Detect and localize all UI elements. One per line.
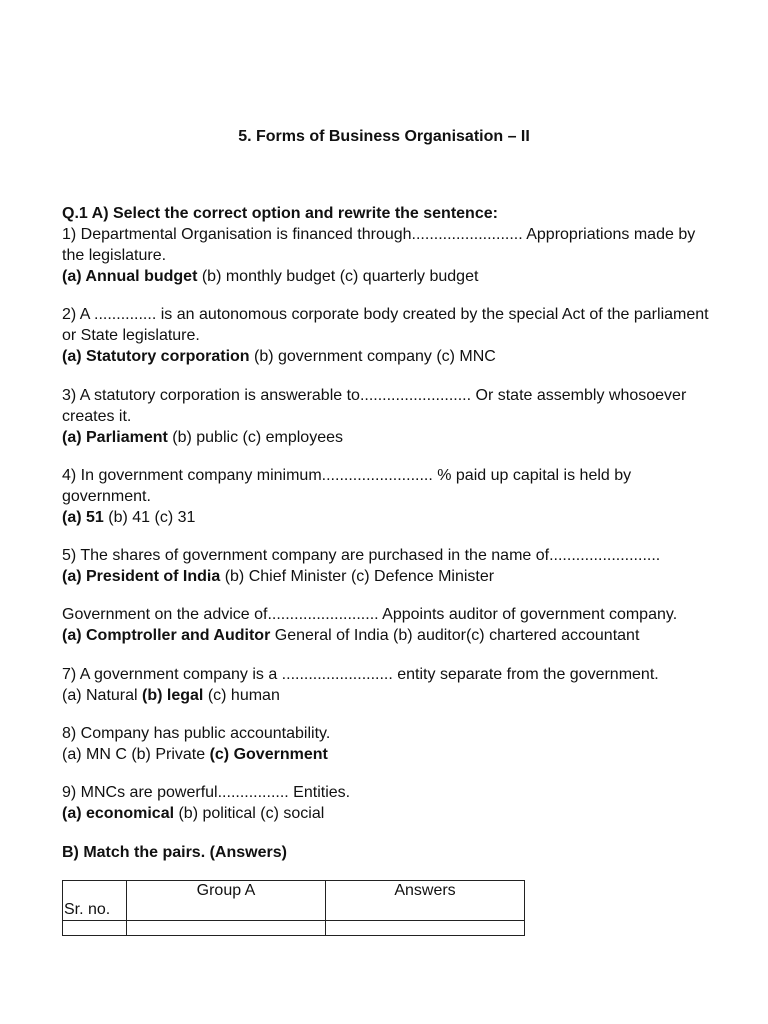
question-8-answers bbox=[62, 744, 712, 765]
header-sr-no-label: Sr. no. bbox=[64, 901, 111, 918]
section-b bbox=[62, 842, 712, 863]
question-7-text: 7) A government company is a ......................... entity separate from the government. bbox=[62, 666, 659, 683]
match-pairs-table bbox=[62, 880, 525, 936]
question-1-answers bbox=[62, 266, 712, 287]
question-4-text: 4) In government company minimum......................... % paid up capital is held by government. bbox=[62, 467, 632, 505]
question-7 bbox=[62, 664, 712, 706]
header-group-a-label: Group A bbox=[196, 882, 256, 899]
answer-option-part: General of India (b) auditor(c) chartered accountant bbox=[270, 627, 640, 644]
table-cell bbox=[326, 921, 525, 936]
question-1-text: 1) Departmental Organisation is financed through......................... Appropriations made by the legislature. bbox=[62, 226, 696, 264]
question-3 bbox=[62, 385, 712, 448]
question-7-answers bbox=[62, 685, 712, 706]
answer-option-part: (c) human bbox=[203, 687, 280, 704]
table-row bbox=[63, 921, 525, 936]
answer-option-part: (a) MN C (b) Private bbox=[62, 746, 210, 763]
answer-option-part: (c) Government bbox=[209, 746, 328, 763]
answer-option-part: (a) economical bbox=[62, 805, 175, 822]
table-cell bbox=[63, 921, 127, 936]
answer-option-part: (a) Statutory corporation bbox=[62, 348, 250, 365]
table-header-row bbox=[63, 881, 525, 921]
question-2-answers bbox=[62, 346, 712, 367]
question-2-text: 2) A .............. is an autonomous corporate body created by the special Act of the parliament or State legislature. bbox=[62, 306, 709, 344]
question-6-text: Government on the advice of......................... Appoints auditor of government company. bbox=[62, 606, 678, 623]
answer-option-part: (b) 41 (c) 31 bbox=[103, 509, 196, 526]
answer-option-part: (a) Parliament bbox=[62, 429, 168, 446]
answer-option-part: (a) Annual budget bbox=[62, 268, 198, 285]
question-8 bbox=[62, 723, 712, 765]
question-4 bbox=[62, 465, 712, 528]
answer-option-part: (b) public (c) employees bbox=[167, 429, 343, 446]
section-b-heading: B) Match the pairs. (Answers) bbox=[62, 844, 287, 861]
answer-option-part: (b) legal bbox=[142, 687, 204, 704]
answer-option-part: (b) Chief Minister (c) Defence Minister bbox=[220, 568, 495, 585]
answer-option-part: (a) Natural bbox=[62, 687, 143, 704]
question-3-text: 3) A statutory corporation is answerable to......................... Or state assembly whosoever creates it. bbox=[62, 387, 687, 425]
question-4-answers bbox=[62, 507, 712, 528]
header-answers bbox=[326, 881, 525, 921]
header-sr-no bbox=[63, 881, 127, 921]
section-a-heading: Q.1 A) Select the correct option and rewrite the sentence: bbox=[62, 205, 498, 222]
question-9 bbox=[62, 782, 712, 824]
question-5-text: 5) The shares of government company are purchased in the name of......................... bbox=[62, 547, 661, 564]
answer-option-part: (b) political (c) social bbox=[174, 805, 325, 822]
answer-option-part: (b) monthly budget (c) quarterly budget bbox=[197, 268, 479, 285]
header-group-a bbox=[127, 881, 326, 921]
answer-option-part: (a) 51 bbox=[62, 509, 104, 526]
question-8-text: 8) Company has public accountability. bbox=[62, 725, 331, 742]
question-6-answers bbox=[62, 625, 712, 646]
question-5 bbox=[62, 545, 712, 587]
question-9-answers bbox=[62, 803, 712, 824]
answer-option-part: (a) Comptroller and Auditor bbox=[62, 627, 271, 644]
question-2 bbox=[62, 304, 712, 367]
answer-option-part: (b) government company (c) MNC bbox=[249, 348, 496, 365]
header-answers-label: Answers bbox=[394, 882, 456, 899]
section-a bbox=[62, 203, 712, 287]
question-5-answers bbox=[62, 566, 712, 587]
question-9-text: 9) MNCs are powerful................ Entities. bbox=[62, 784, 351, 801]
question-3-answers bbox=[62, 427, 712, 448]
question-6 bbox=[62, 604, 712, 646]
page-title: 5. Forms of Business Organisation – II bbox=[238, 128, 530, 145]
table-cell bbox=[127, 921, 326, 936]
answer-option-part: (a) President of India bbox=[62, 568, 221, 585]
